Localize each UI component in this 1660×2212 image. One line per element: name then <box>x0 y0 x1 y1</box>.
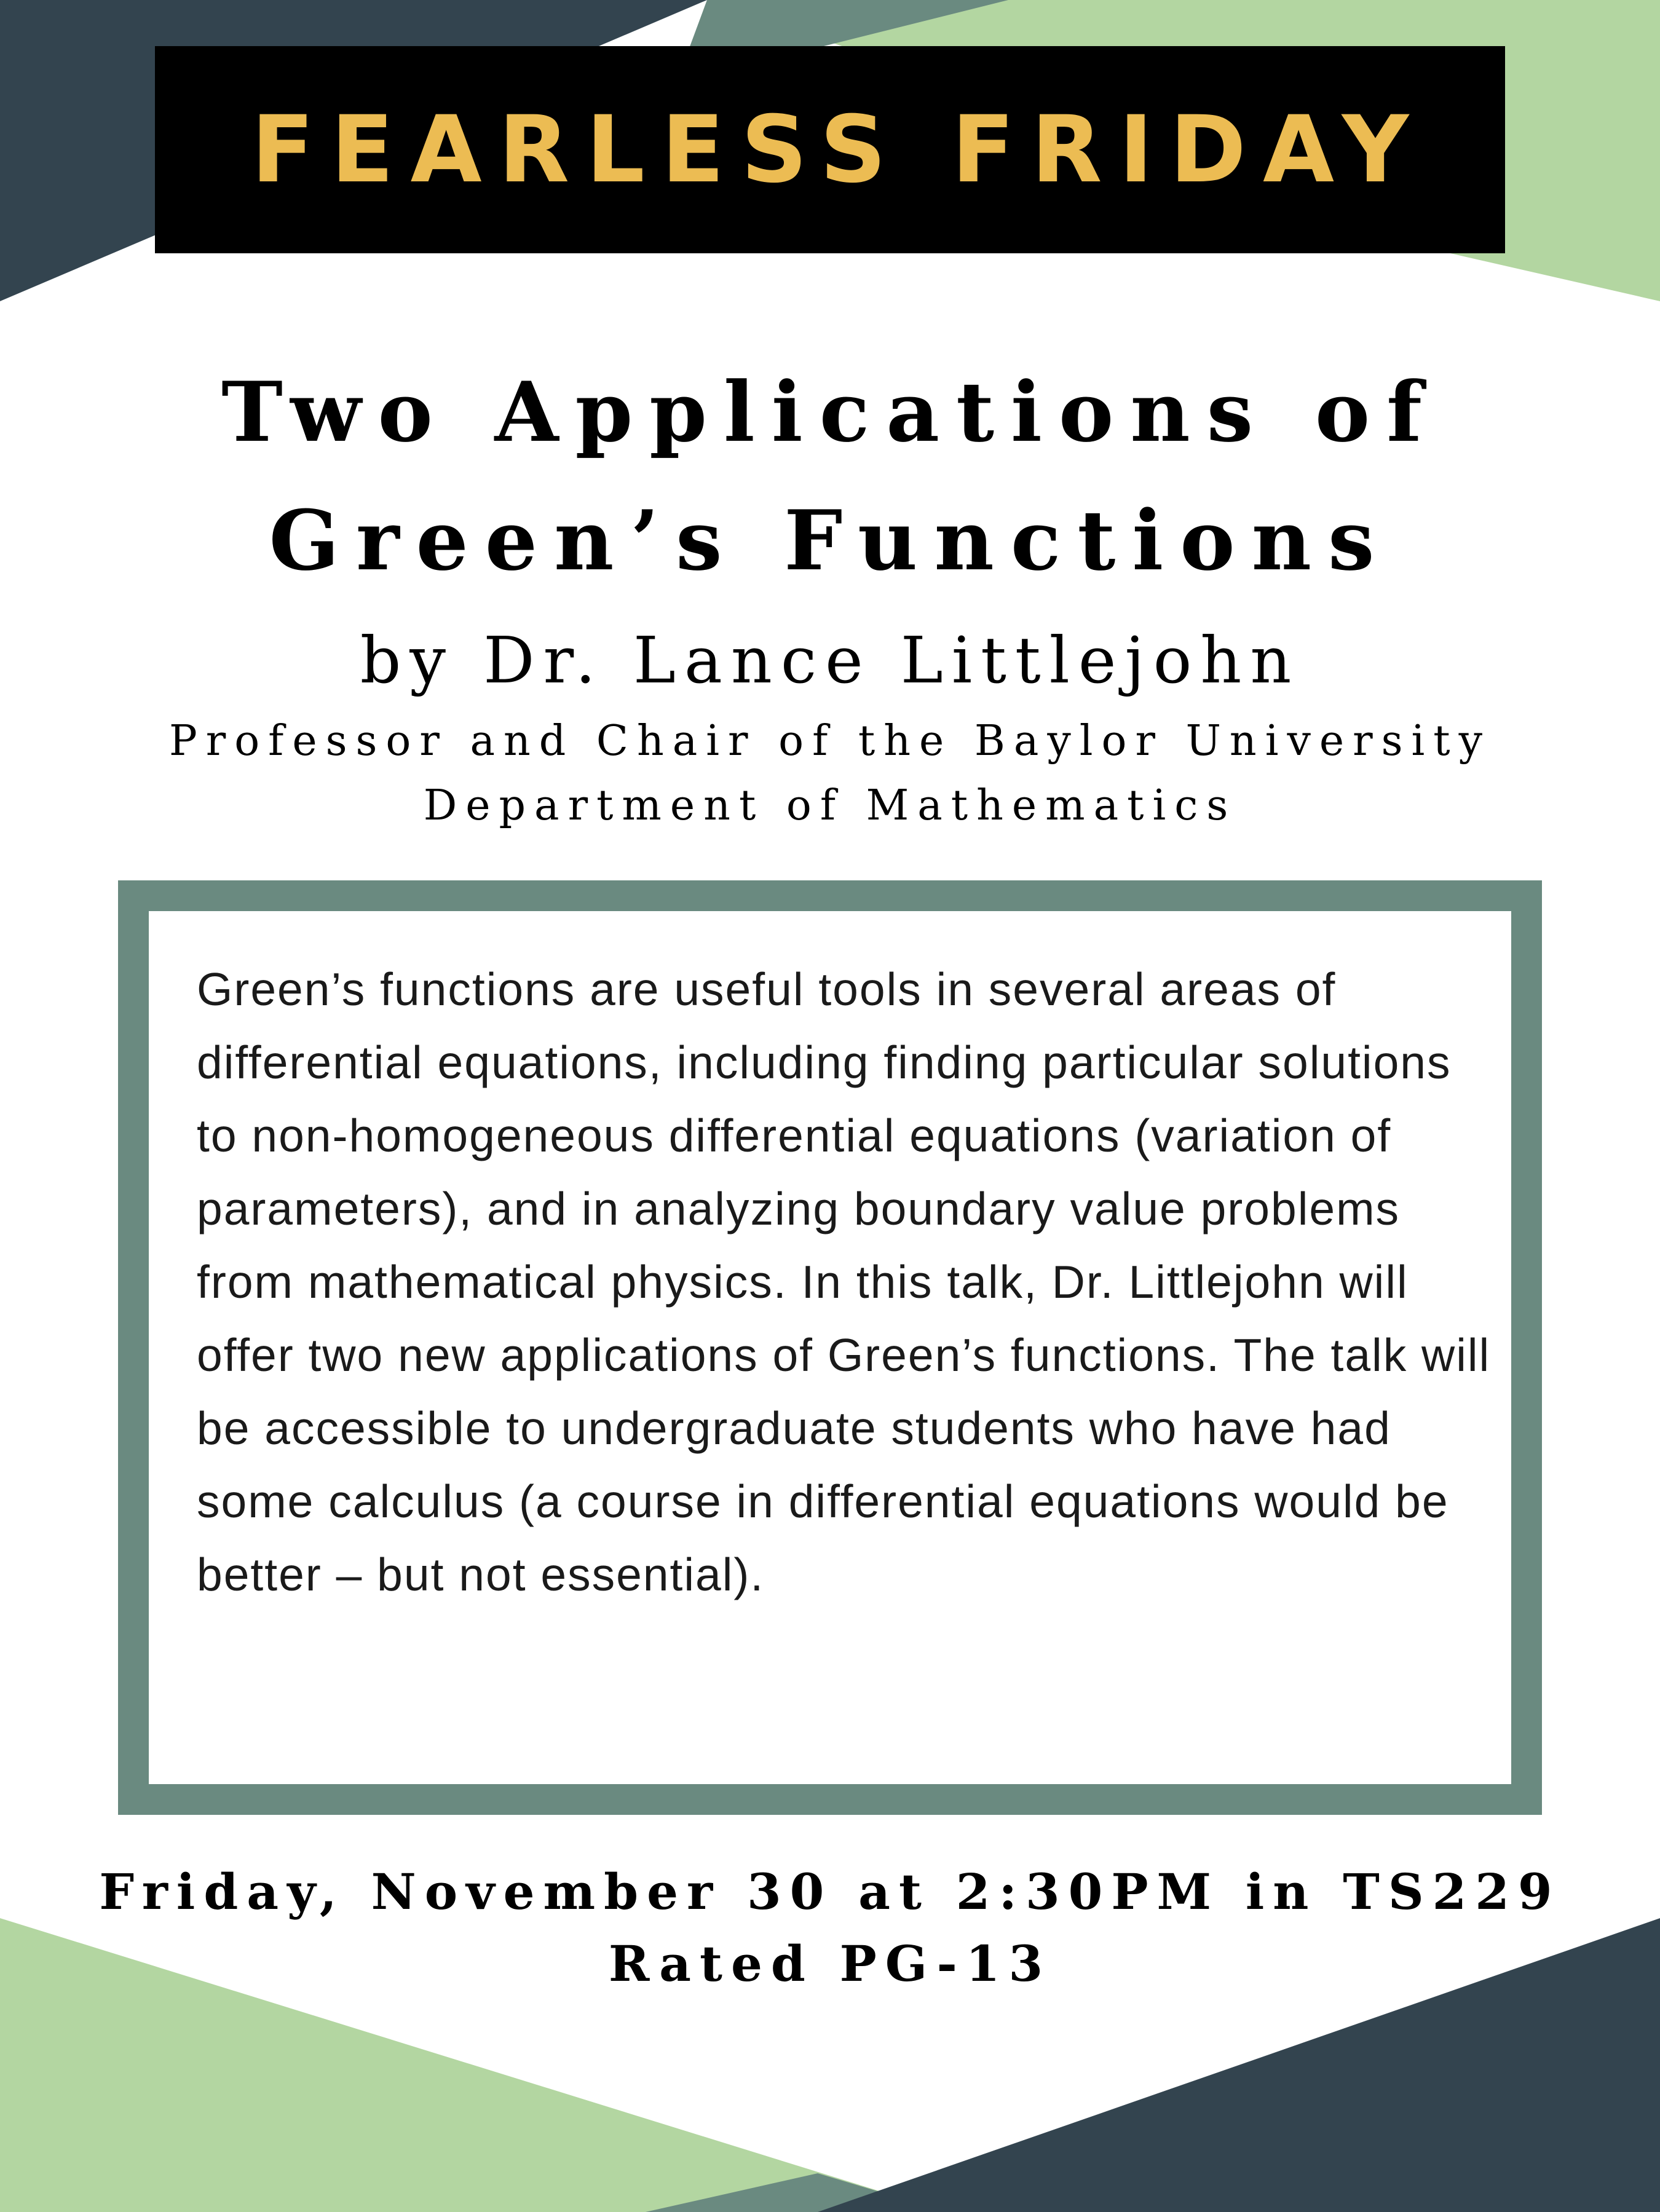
event-series-banner <box>155 46 1505 253</box>
abstract-text: Green’s functions are useful tools in several areas of differential equations, including finding particular solutions to non-homogeneous differential equations (variation of parameters), and in analyzing boundary value problems from mathematical physics. In this talk, Dr. Littlejohn will offer two new applications of Green’s functions. The talk will be accessible to undergraduate students who have had some calculus (a course in differential equations would be better – but not essential). <box>197 963 1491 1600</box>
event-date-time-location: Friday, November 30 at 2:30PM in TS229 <box>99 1863 1561 1921</box>
event-series-title: FEARLESS FRIDAY <box>251 96 1426 203</box>
talk-title-line-2: Green’s Functions <box>269 492 1391 589</box>
talk-title-line-1: Two Applications of <box>221 363 1439 460</box>
speaker-affiliation-line-2: Department of Mathematics <box>423 781 1237 830</box>
speaker-affiliation-line-1: Professor and Chair of the Baylor University <box>168 717 1492 765</box>
event-rating: Rated PG-13 <box>608 1935 1052 1993</box>
speaker-byline: by Dr. Lance Littlejohn <box>360 623 1300 698</box>
